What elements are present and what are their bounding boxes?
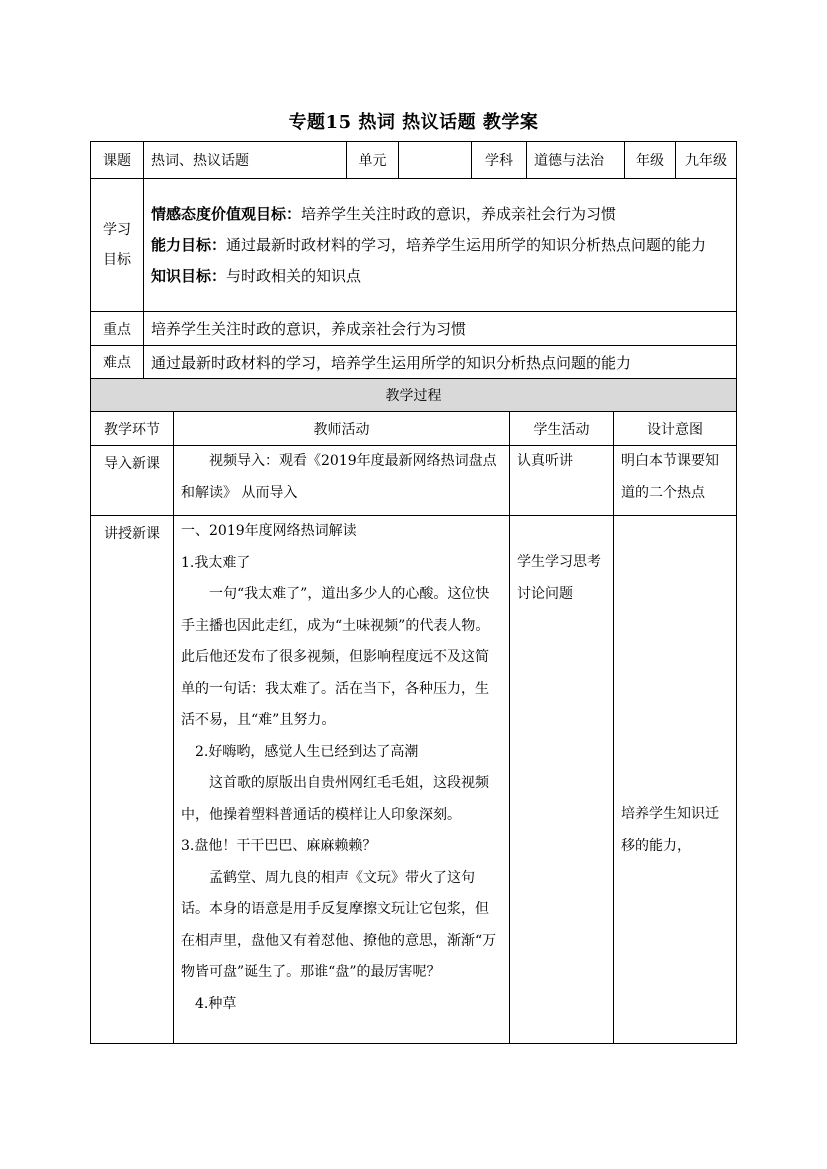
key-point-label: 重点 xyxy=(91,312,144,346)
lecture-intent-text: 培养学生知识迁移的能力， xyxy=(621,806,719,854)
page-title: 专题15 热词 热议话题 教学案 xyxy=(288,112,539,133)
item2-text: 这首歌的原版出自贵州网红毛毛姐，这段视频中，他操着塑料普通话的模样让人印象深刻。 xyxy=(181,775,489,823)
lecture-teacher xyxy=(174,516,510,1044)
intro-student-text: 认真听讲 xyxy=(517,453,573,469)
objectives-label-line2: 目标 xyxy=(103,252,131,268)
lecture-intent xyxy=(614,516,737,1044)
objectives-label-line1: 学习 xyxy=(103,222,131,238)
intro-intent-text: 明白本节课要知道的二个热点 xyxy=(621,453,719,501)
intro-teacher-text: 视频导入：观看《2019年度最新网络热词盘点和解读》 从而导入 xyxy=(181,453,497,501)
lecture-student-text: 学生学习思考讨论问题 xyxy=(517,554,601,602)
ability-objective-text: 通过最新时政材料的学习，培养学生运用所学的知识分析热点问题的能力 xyxy=(226,235,707,254)
item3-text: 孟鹤堂、周九良的相声《文玩》带火了这句话。本身的语意是用手反复摩擦文玩让它包浆，但在相声里，盘他又有着怼他、撩他的意思，渐渐“万物皆可盘”诞生了。那谁“盘”的最厉害呢？ xyxy=(181,869,497,980)
emotion-objective xyxy=(151,199,730,230)
objectives-label xyxy=(91,179,144,312)
emotion-objective-label: 情感态度价值观目标： xyxy=(151,204,302,223)
item2-title: 2.好嗨哟，感觉人生已经到达了高潮 xyxy=(195,743,419,760)
difficulty-text: 通过最新时政材料的学习，培养学生运用所学的知识分析热点问题的能力 xyxy=(144,346,737,379)
key-point-text: 培养学生关注时政的意识，养成亲社会行为习惯 xyxy=(144,312,737,346)
topic-label: 课题 xyxy=(91,142,144,179)
info-table xyxy=(90,141,737,379)
grade-label: 年级 xyxy=(625,142,676,179)
intro-stage: 导入新课 xyxy=(91,446,174,516)
subject-value: 道德与法治 xyxy=(527,142,625,179)
item1-text: 一句“我太难了”，道出多少人的心酸。这位快手主播也因此走红，成为“土味视频”的代表人物。此后他还发布了很多视频，但影响程度远不及这简单的一句话：我太难了。活在当下，各种压力，生活不易，且“难”且努力。 xyxy=(181,586,490,728)
col-intent: 设计意图 xyxy=(614,412,737,446)
knowledge-objective-text: 与时政相关的知识点 xyxy=(226,266,362,285)
knowledge-objective xyxy=(151,261,730,292)
col-student: 学生活动 xyxy=(510,412,614,446)
lecture-student xyxy=(510,516,614,1044)
item3-title: 3.盘他！干干巴巴、麻麻赖赖？ xyxy=(181,838,377,854)
topic-value: 热词、热议话题 xyxy=(144,142,347,179)
item1-title: 1.我太难了 xyxy=(181,554,251,571)
subject-label: 学科 xyxy=(472,142,527,179)
grade-value: 九年级 xyxy=(676,142,737,179)
intro-student xyxy=(510,446,614,516)
ability-objective xyxy=(151,230,730,261)
item4-title: 4.种草 xyxy=(195,995,237,1012)
knowledge-objective-label: 知识目标： xyxy=(151,266,227,285)
intro-intent xyxy=(614,446,737,516)
objectives-content xyxy=(144,179,737,312)
unit-label: 单元 xyxy=(347,142,399,179)
intro-teacher xyxy=(174,446,510,516)
col-stage: 教学环节 xyxy=(91,412,174,446)
lecture-stage: 讲授新课 xyxy=(91,516,174,1044)
emotion-objective-text: 培养学生关注时政的意识，养成亲社会行为习惯 xyxy=(301,204,617,223)
ability-objective-label: 能力目标： xyxy=(151,235,227,254)
lecture-heading: 一、2019年度网络热词解读 xyxy=(181,523,357,539)
col-teacher: 教师活动 xyxy=(174,412,510,446)
process-table xyxy=(90,378,737,1044)
unit-value xyxy=(399,142,472,179)
process-heading: 教学过程 xyxy=(91,379,737,412)
difficulty-label: 难点 xyxy=(91,346,144,379)
